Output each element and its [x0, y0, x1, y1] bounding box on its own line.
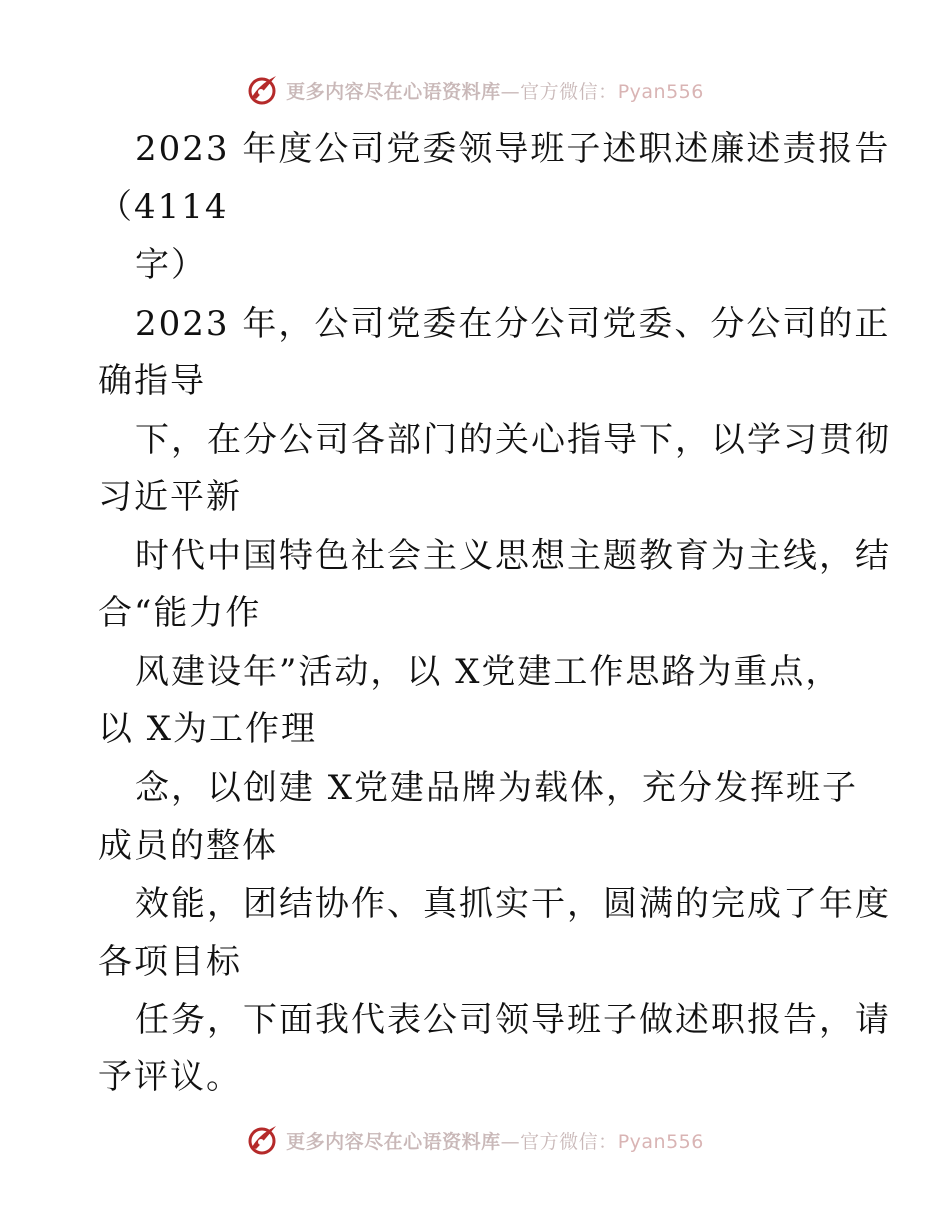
body-line: 以 X为工作理 [98, 709, 318, 749]
body-line: 成员的整体 [98, 826, 278, 866]
body-line: 合“能力作 [98, 593, 262, 633]
watermark-account: Pyan556 [617, 80, 704, 103]
body-line: 2023 年，公司党委在分公司党委、分公司的正 [135, 304, 891, 344]
watermark-account: Pyan556 [617, 1130, 704, 1153]
footer-watermark [0, 1120, 950, 1160]
body-line: （4114 [98, 187, 229, 227]
watermark-text [286, 1127, 704, 1154]
body-line: 效能，团结协作、真抓实干，圆满的完成了年度 [135, 884, 891, 924]
body-line: 确指导 [98, 361, 206, 401]
body-line: 予评议。 [98, 1057, 242, 1097]
body-line: 风建设年”活动，以 X党建工作思路为重点， [135, 652, 842, 692]
body-line: 任务，下面我代表公司领导班子做述职报告，请 [135, 1000, 891, 1040]
watermark-dash: — [500, 80, 521, 103]
quill-pen-logo-icon [246, 1123, 280, 1157]
watermark-main-text: 更多内容尽在心语资料库 [286, 1130, 501, 1153]
watermark-channel-text: 官方微信： [520, 1130, 618, 1153]
document-title: 2023 年度公司党委领导班子述职述廉述责报告 [135, 129, 891, 169]
body-line: 习近平新 [98, 477, 242, 517]
watermark-dash: — [500, 1130, 521, 1153]
body-line: 各项目标 [98, 942, 242, 982]
watermark-main-text: 更多内容尽在心语资料库 [286, 80, 501, 103]
body-line: 时代中国特色社会主义思想主题教育为主线，结 [135, 536, 891, 576]
body-line: 字） [135, 245, 207, 285]
body-line: 下，在分公司各部门的关心指导下，以学习贯彻 [135, 420, 891, 460]
body-line: 念，以创建 X党建品牌为载体，充分发挥班子 [135, 768, 859, 808]
watermark-channel-text: 官方微信： [520, 80, 618, 103]
